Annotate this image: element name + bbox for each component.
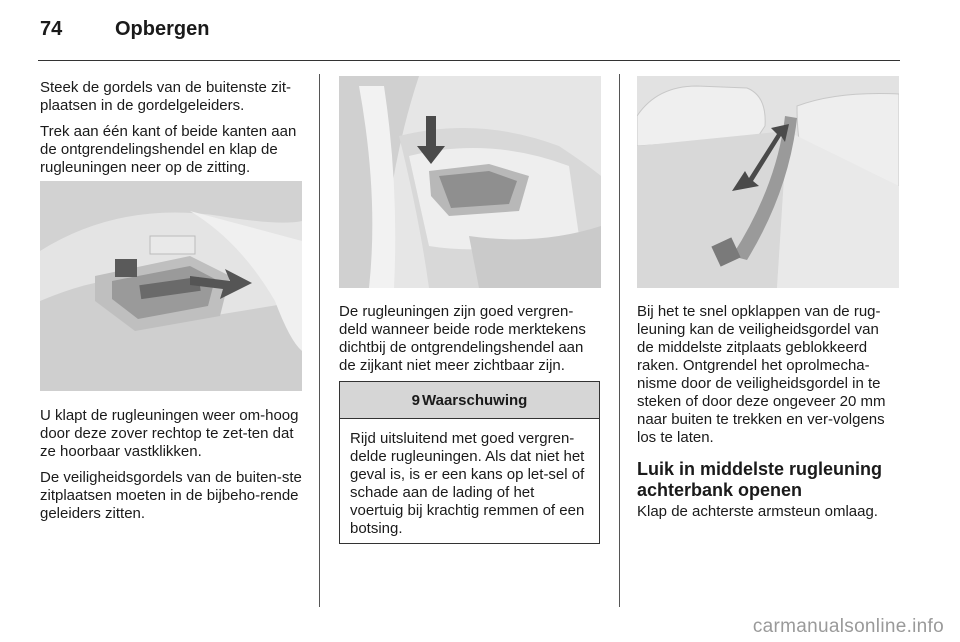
center-belt-drawing	[637, 76, 899, 288]
paragraph: Bij het te snel opklappen van de rug-leuning kan de veiligheidsgordel van de middelste zitplaats geblokkeerd raken. Ontgrendel het oprolmecha-nisme door de veiligheidsgordel in te steken of door deze ongeveer 20 mm naar buiten te trekken en ver-volgens los te laten.	[637, 303, 886, 446]
watermark: carmanualsonline.info	[752, 616, 944, 637]
column-1	[40, 79, 302, 185]
illustration-seatback-top	[339, 76, 601, 288]
warning-box	[339, 381, 600, 544]
warning-text: Rijd uitsluitend met goed vergren-delde rugleuningen. Als dat niet het geval is, is er een kans op let-sel of schade aan de lading of het voertuig bij krachtig remmen of een botsing.	[350, 430, 585, 537]
paragraph: De rugleuningen zijn goed vergren-deld wanneer beide rode merktekens dichtbij de ontgrendelingshendel aan de zijkant niet meer zichtbaar zijn.	[339, 303, 586, 374]
header-rule	[38, 60, 900, 61]
seatback-drawing	[339, 76, 601, 288]
paragraph: Trek aan één kant of beide kanten aan de ontgrendelingshendel en klap de rugleuningen neer op de zitting.	[40, 123, 297, 176]
paragraph: U klapt de rugleuningen weer om-hoog door deze zover rechtop te zet-ten dat ze hoorbaar vastklikken.	[40, 407, 299, 460]
page-number: 74	[40, 18, 63, 40]
column-divider-1	[319, 74, 320, 607]
column-divider-2	[619, 74, 620, 607]
paragraph: Klap de achterste armsteun omlaag.	[637, 503, 878, 520]
section-heading: Luik in middelste rugleuning achterbank openen	[637, 459, 883, 500]
illustration-center-belt	[637, 76, 899, 288]
paragraph: De veiligheidsgordels van de buiten-ste zitplaatsen moeten in de bijbeho-rende geleiders zitten.	[40, 469, 302, 522]
release-lever-drawing	[40, 181, 302, 391]
page-title: Opbergen	[115, 18, 210, 40]
column-3	[637, 303, 899, 529]
illustration-release-lever	[40, 181, 302, 391]
column-1-lower	[40, 407, 302, 531]
paragraph: Steek de gordels van de buitenste zit-plaatsen in de gordelgeleiders.	[40, 79, 291, 114]
warning-icon: 9	[411, 391, 421, 409]
column-2	[339, 303, 601, 383]
warning-title: Waarschuwing	[422, 391, 528, 409]
warning-header	[340, 382, 599, 419]
